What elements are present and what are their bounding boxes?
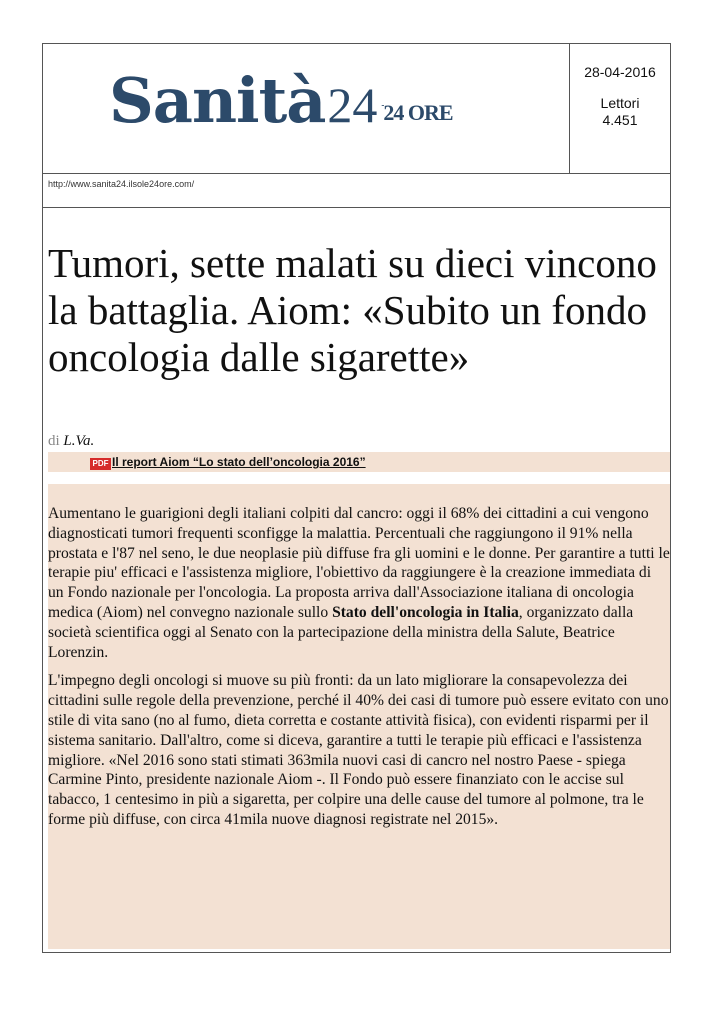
- paragraph-1-bold: Stato dell'oncologia in Italia: [332, 603, 519, 621]
- masthead: [43, 44, 670, 174]
- byline: [48, 433, 94, 450]
- paragraph-1-part-2: , organizzato dalla società scientifica oggi al Senato con la partecipazione della ministra della Salute, Beatrice Lorenzin.: [48, 603, 634, 661]
- sanita24-logo: [109, 62, 453, 137]
- readers-label: Lettori: [600, 95, 640, 111]
- publication-date: 28-04-2016: [584, 64, 656, 80]
- source-url: http://www.sanita24.ilsole24ore.com/: [48, 179, 195, 189]
- author-name: L.Va.: [63, 433, 95, 449]
- article-body-box: [48, 484, 670, 949]
- logo-number: 24: [327, 77, 378, 133]
- paragraph-2: L'impegno degli oncologi si muove su più fronti: da un lato migliorare la consapevolezza dei cittadini sulle regole della prevenzione, perché il 40% dei casi di tumore può essere evitato con uno stile di vita sano (no al fumo, dieta corretta e costante attività fisica), con evidenti risparmi per il sistema sanitario. Dall'altro, come si diceva, garantire a tutti le terapie più efficaci e l'assistenza migliore. «Nel 2016 sono stati stimati 363mila nuovi casi di cancro nel nostro Paese - spiega Carmine Pinto, presidente nazionale Aiom -. Il Fondo può essere finanziato con le accise sul tabacco, 1 centesimo in più a sigaretta, per colpire una delle cause del tumore al polmone, tra le forme più diffuse, con circa 41mila nuove diagnosi registrate nel 2015».: [48, 672, 669, 828]
- readers-count: 4.451: [602, 112, 638, 128]
- paragraph-1: [48, 504, 670, 662]
- logo-sub-text: 24 ORE: [383, 100, 453, 125]
- pdf-attachment-bar: [48, 452, 670, 472]
- article-title: Tumori, sette malati su dieci vincono la battaglia. Aiom: «Subito un fondo oncologia dalle sigarette»: [48, 240, 657, 380]
- pdf-icon: PDF: [90, 458, 111, 470]
- publication-meta: [570, 44, 670, 173]
- byline-prefix: di: [48, 433, 60, 449]
- pdf-report-link[interactable]: Il report Aiom “Lo stato dell’oncologia 2016”: [112, 455, 366, 469]
- logo-sub: [381, 100, 452, 126]
- logo-area: [43, 44, 570, 173]
- logo-main-text: Sanità: [109, 64, 326, 137]
- logo-sub-dash: -: [381, 100, 384, 110]
- source-url-row: [43, 173, 670, 208]
- page-frame: [42, 43, 671, 953]
- article-body: [48, 504, 670, 839]
- paragraph-1-part-1: Aumentano le guarigioni degli italiani colpiti dal cancro: oggi il 68% dei cittadini a cui vengono diagnosticati tumori frequenti sconfigge la malattia. Percentuali che raggiungono il 91% nella prostata e l'87 nel seno, le due neoplasie più diffuse fra gli uomini e le donne. Per garantire a tutti le terapie piu' efficaci e l'assistenza migliore, l'obiettivo da raggiungere è la creazione immediata di un Fondo nazionale per l'oncologia. La proposta arriva dall'Associazione italiana di oncologia medica (Aiom) nel convegno nazionale sullo: [48, 505, 670, 621]
